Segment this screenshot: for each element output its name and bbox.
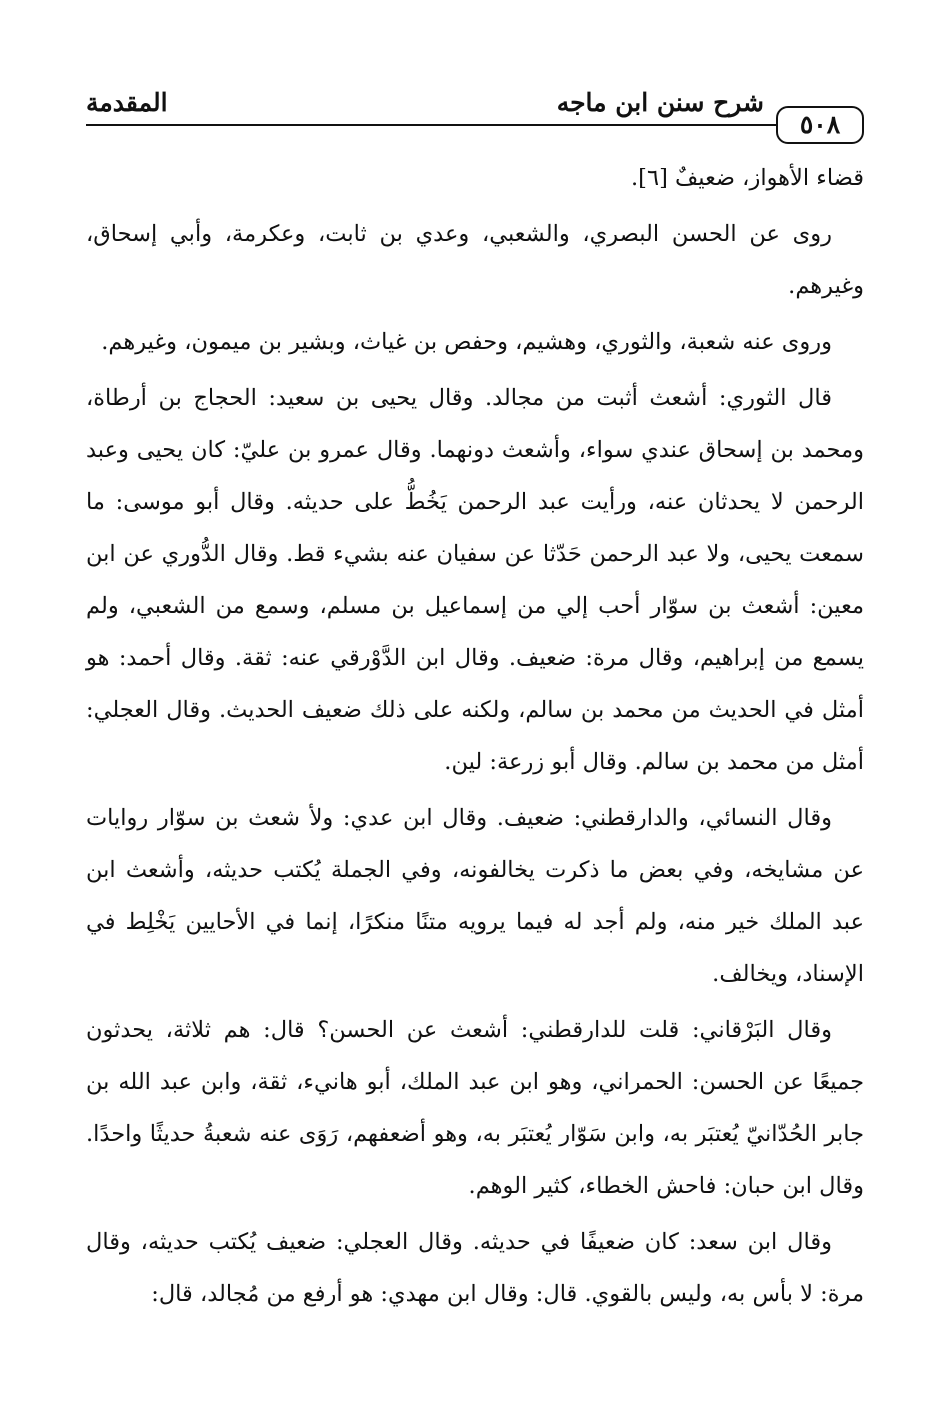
paragraph-1: قضاء الأهواز، ضعيفٌ [٦]. [631,165,864,191]
paragraph-2: روى عن الحسن البصري، والشعبي، وعدي بن ثابت، وعكرمة، وأبي إسحاق، وغيرهم. [86,221,864,299]
header-rule [86,124,778,126]
book-title: شرح سنن ابن ماجه [556,88,764,117]
paragraph-6: وقال البَرْقاني: قلت للدارقطني: أشعث عن الحسن؟ قال: هم ثلاثة، يحدثون جميعًا عن الحسن: الحمراني، وهو ابن عبد الملك، أبو هانيء، ثقة، وابن عبد الله بن جابر الحُدّانيّ يُعتبَر به، وابن سَوّار يُعتبَر به، وهو أضعفهم، رَوَى عنه شعبةُ حديثًا واحدًا. وقال ابن حبان: فاحش الخطاء، كثير الوهم. [86,1017,864,1199]
paragraph-7: وقال ابن سعد: كان ضعيفًا في حديثه. وقال العجلي: ضعيف يُكتب حديثه، وقال مرة: لا بأس به، وليس بالقوي. قال: وقال ابن مهدي: هو أرفع من مُجالد، قال: [86,1229,864,1307]
paragraph-5: وقال النسائي، والدارقطني: ضعيف. وقال ابن عدي: ولأ شعث بن سوّار روايات عن مشايخه، وفي بعض ما ذكرت يخالفونه، وفي الجملة يُكتب حديثه، وأشعث ابن عبد الملك خير منه، ولم أجد له فيما يرويه متنًا منكرًا، إنما في الأحايين يَخْلِط في الإسناد، ويخالف. [86,805,864,987]
paragraph-4: قال الثوري: أشعث أثبت من مجالد. وقال يحيى بن سعيد: الحجاج بن أرطاة، ومحمد بن إسحاق عندي سواء، وأشعث دونهما. وقال عمرو بن عليّ: كان يحيى وعبد الرحمن لا يحدثان عنه، ورأيت عبد الرحمن يَخُطُّ على حديثه. وقال أبو موسى: ما سمعت يحيى، ولا عبد الرحمن حَدّثا عن سفيان عنه بشيء قط. وقال الدُّوري عن ابن معين: أشعث بن سوّار أحب إلي من إسماعيل بن مسلم، وسمع من الشعبي، ولم يسمع من إبراهيم، وقال مرة: ضعيف. وقال ابن الدَّوْرقي عنه: ثقة. وقال أحمد: هو أمثل في الحديث من محمد بن سالم، ولكنه على ذلك ضعيف الحديث. وقال العجلي: أمثل من محمد بن سالم. وقال أبو زرعة: لين. [86,385,864,775]
body-text [86,152,864,1324]
running-header [86,86,864,120]
page-number: ٥٠٨ [776,106,864,144]
paragraph-3: وروى عنه شعبة، والثوري، وهشيم، وحفص بن غياث، وبشير بن ميمون، وغيرهم. [101,329,832,355]
section-title: المقدمة [86,88,168,117]
